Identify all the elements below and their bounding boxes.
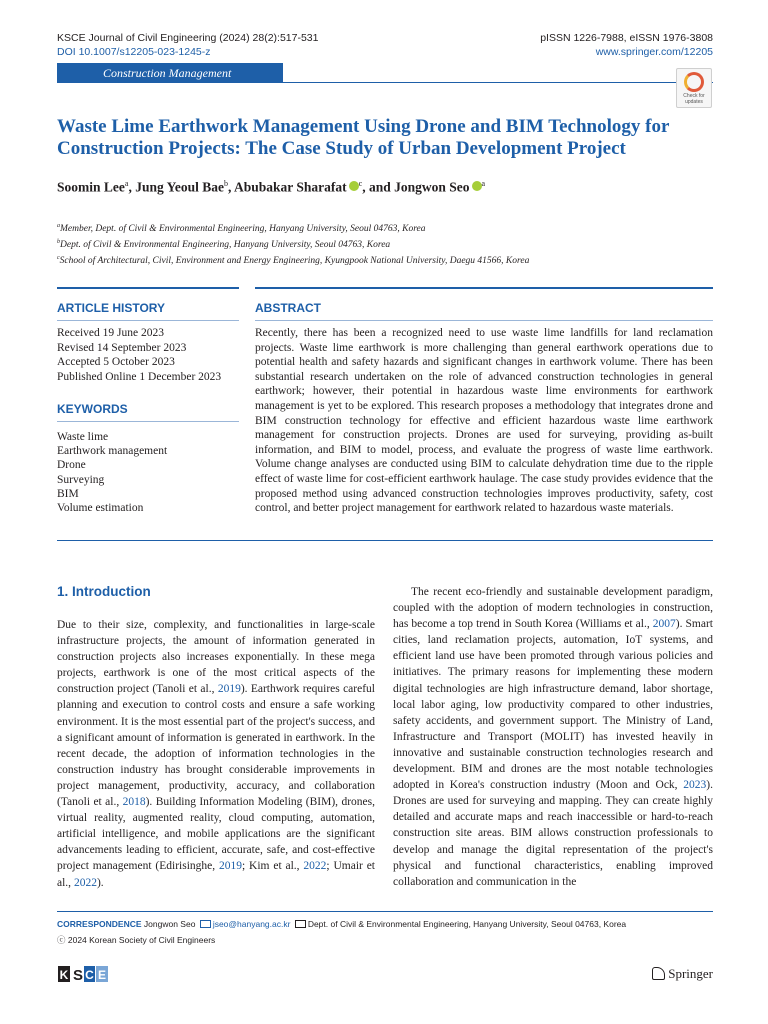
abstract-text: Recently, there has been a recognized need to use waste lime landfills for land reclamation projects. Waste lime earthwork is more challenging than general earthwork operations due to potential health and safety hazards and significant changes in earthwork volume. There has been substantial research undertaken on the role of advanced construction technologies in general earthwork; however, their potential in hazardous waste lime environments for earthwork management is yet to be explored. This research proposes a methodology that integrates drone and BIM construction technology for effective and efficient hazardous waste lime earthwork management for construction projects. Drones are used for surveying, providing as-built information, and BIM to model, process, and evaluate the progress of waste lime earthwork. Volume change analyses are conducted using BIM to calculate dehydration time due to the ripple effect of waste lime for cost-efficient earthwork haulage. The case study provides evidence that the proposed method using advanced construction technologies improves productivity, safety, cost control, and better project management for earthwork related to hazardous waste materials. (255, 327, 713, 515)
keyword-item: Surveying (57, 473, 105, 486)
correspondence-department: Dept. of Civil & Environmental Engineering, Hanyang University, Seoul 04763, Korea (307, 919, 627, 929)
check-updates-label: Check for updates (683, 93, 705, 105)
history-item: Published Online 1 December 2023 (57, 370, 222, 383)
abstract-heading-rule (255, 320, 713, 321)
article-history-list (57, 326, 221, 384)
svg-text:K: K (59, 968, 69, 982)
issn-header (540, 31, 713, 59)
front-matter-bottom-rule (57, 540, 713, 541)
correspondence-line (57, 918, 626, 930)
issn-text: pISSN 1226-7988, eISSN 1976-3808 (540, 32, 713, 44)
history-heading-rule (57, 320, 239, 321)
envelope-icon (200, 920, 211, 928)
author-affil-mark: a (124, 179, 129, 188)
author-list: Soomin Lee$^a$, Jung Yeoul Bae$^b$, Abubakar Sharafat $^c$, and Jongwon Seo $^a$ (57, 179, 486, 195)
citation-link[interactable]: 2022 (303, 860, 327, 873)
article-title: Waste Lime Earthwork Management Using Drone and BIM Technology for Construction Projects: The Case Study of Urban Development Project (57, 116, 670, 159)
affiliation-item: $^a$Member, Dept. of Civil & Environmental Engineering, Hanyang University, Seoul 04763, Korea (57, 223, 426, 235)
citation-link[interactable]: 2007 (652, 618, 676, 631)
publisher-name: Springer (668, 966, 713, 981)
springer-horse-icon (652, 967, 665, 980)
citation-link[interactable]: 2023 (683, 779, 707, 792)
ksce-logo (57, 964, 109, 984)
keywords-heading-rule (57, 421, 239, 422)
author-name: Jongwon Seo (394, 179, 470, 195)
history-item: Accepted 5 October 2023 (57, 356, 175, 368)
citation-link[interactable]: 2019 (218, 860, 242, 873)
affiliation-item: $^c$School of Architectural, Civil, Environment and Energy Engineering, Kyungpook National University, Daegu 41566, Korea (57, 255, 530, 267)
affiliation-item: $^b$Dept. of Civil & Environmental Engineering, Hanyang University, Seoul 04763, Korea (57, 239, 391, 251)
author-name: Soomin Lee (57, 179, 125, 195)
journal-website-link[interactable]: www.springer.com/12205 (595, 46, 713, 58)
history-item: Received 19 June 2023 (57, 327, 164, 339)
springer-logo (652, 966, 713, 982)
section-label: Construction Management (103, 66, 232, 80)
author-name: Abubakar Sharafat (233, 179, 347, 195)
correspondence-label: CORRESPONDENCE (57, 919, 142, 929)
keyword-item: Earthwork management (57, 445, 168, 458)
citation-link[interactable]: 2019 (217, 683, 241, 696)
journal-citation: KSCE Journal of Civil Engineering (2024) 28(2):517-531 (57, 32, 319, 44)
article-history-heading: ARTICLE HISTORY (57, 301, 166, 315)
author-affil-mark: c (358, 179, 363, 188)
svg-text:E: E (97, 968, 107, 982)
citation-link[interactable]: 2018 (122, 796, 146, 809)
keyword-item: Waste lime (57, 431, 109, 443)
check-for-updates-badge[interactable] (676, 68, 712, 108)
author-affil-mark: a (481, 179, 486, 188)
doi-link[interactable]: DOI 10.1007/s12205-023-1245-z (57, 46, 211, 58)
check-updates-icon (684, 72, 704, 92)
history-top-rule (57, 287, 239, 289)
section-band (57, 63, 283, 83)
keyword-item: Drone (57, 459, 86, 472)
copyright-notice: ⓒ 2024 Korean Society of Civil Engineers (57, 935, 216, 945)
correspondence-email-link[interactable]: jseo@hanyang.ac.kr (212, 919, 291, 929)
keyword-item: Volume estimation (57, 502, 144, 515)
introduction-heading: 1. Introduction (57, 584, 151, 599)
history-item: Revised 14 September 2023 (57, 341, 187, 354)
intro-right-column: The recent eco-friendly and sustainable development paradigm, coupled with the adoption of modern technologies in construction, has become a top trend in South Korea (Williams et al., 2007). Smart cities, land reclamation projects, automation, IoT systems, and efficient land use have been promoted through various policies and initiatives. The primary reasons for implementing these modern digital technologies are high infrastructure demand, labor shortage, local labor aging, low productivity compared to other industries, safety accidents, and government support. The Ministry of Land, Infrastructure and Transport (MOLIT) has invested heavily in innovative and sustainable construction technologies research and development. BIM and drones are the most notable technologies adopted in Korea's construction industry (Moon and Ock, 2023). Drones are used for surveying and mapping. They can create highly detailed and accurate maps and reach inaccessible or hard-to-reach construction site areas. BIM allows construction professionals to develop and manage the digital representation of the project's physical and functional characteristics, enabling improved collaboration and communication in the (393, 586, 713, 888)
author-name: Jung Yeoul Bae (135, 179, 224, 195)
abstract-heading: ABSTRACT (255, 301, 321, 315)
svg-text:C: C (85, 968, 94, 982)
keyword-item: BIM (57, 487, 79, 500)
journal-header (57, 31, 318, 59)
citation-link[interactable]: 2022 (73, 876, 97, 889)
footer-rule (57, 911, 713, 912)
author-affil-mark: b (223, 179, 228, 188)
keywords-heading: KEYWORDS (57, 402, 128, 416)
orcid-icon[interactable] (472, 181, 482, 191)
address-card-icon (295, 920, 306, 928)
svg-text:S: S (73, 967, 84, 984)
section-rule (283, 82, 713, 83)
orcid-icon[interactable] (349, 181, 359, 191)
keywords-list (57, 430, 167, 515)
correspondence-author: Jongwon Seo (143, 919, 196, 929)
affiliations (57, 220, 529, 268)
intro-left-column: Due to their size, complexity, and functionalities in large-scale infrastructure projects, the amount of information generated in construction projects also increases exponentially. In these mega projects, earthwork is one of the most critical aspects of the construction project (Tanoli et al., 2019). Earthwork requires careful planning and execution to control costs and ensure a safe working environment. It is the most essential part of the project's success, and a significant amount of information is generated in earthwork. In the recent decade, the adoption of information technologies in the construction industry has brought considerable improvements in project management, productivity, accuracy, and collaboration (Tanoli et al., 2018). Building Information Modeling (BIM), drones, virtual reality, augmented reality, cloud computing, automation, artificial intelligence, and mobile applications are the significant advancements leading to efficient, accurate, safe, and cost-effective project management (Edirisinghe, 2019; Kim et al., 2022; Umair et al., 2022). (57, 619, 375, 889)
abstract-top-rule (255, 287, 713, 289)
